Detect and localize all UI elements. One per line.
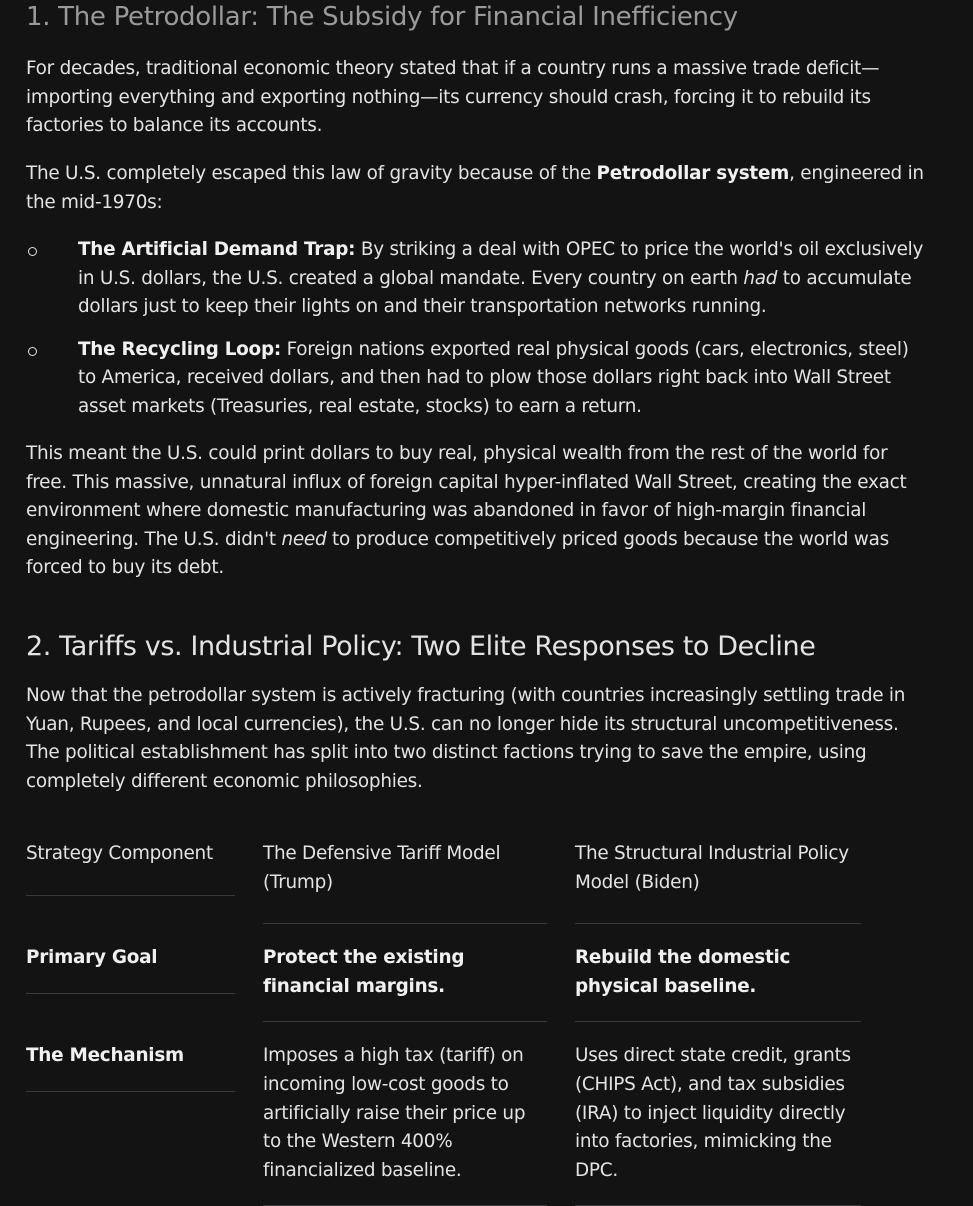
list-item	[26, 336, 926, 422]
comparison-table	[26, 838, 861, 1206]
section-2-heading: 2. Tariffs vs. Industrial Policy: Two Elite Responses to Decline	[26, 631, 816, 662]
section-1-heading: 1. The Petrodollar: The Subsidy for Financial Inefficiency	[26, 2, 738, 32]
table-cell	[575, 924, 861, 1022]
table-row	[26, 1022, 861, 1206]
list-item	[26, 236, 926, 322]
table-header-cell: The Structural Industrial Policy Model (Biden)	[575, 838, 861, 924]
paragraph-text: to produce competitively priced goods because the world was forced to buy its debt.	[26, 528, 889, 579]
bullet-title: The Recycling Loop:	[78, 338, 281, 360]
petrodollar-bullet-list	[26, 236, 926, 436]
table-header-cell: The Defensive Tariff Model (Trump)	[263, 838, 547, 924]
cell-bold-text: Protect the existing financial margins.	[263, 947, 465, 997]
cell-bold-text: Rebuild the domestic physical baseline.	[575, 947, 791, 997]
section-1-paragraph-1: For decades, traditional economic theory stated that if a country runs a massive trade deficit—importing everything and exporting nothing—its currency should crash, forcing it to rebuild its factories to balance its accounts.	[26, 58, 880, 137]
paragraph-text: This meant the U.S. could print dollars to buy real, physical wealth from the rest of the world for free. This massive, unnatural influx of foreign capital hyper-inflated Wall Street, creating the exact environment where domestic manufacturing was abandoned in favor of high-margin financial engineering. The U.S. didn't	[26, 443, 907, 550]
table-cell: Imposes a high tax (tariff) on incoming low-cost goods to artificially raise their price up to the Western 400% financialized baseline.	[263, 1022, 547, 1206]
table-cell-label	[26, 924, 235, 994]
table-header-cell: Strategy Component	[26, 838, 235, 896]
table-cell	[263, 924, 547, 1022]
petrodollar-system-bold: Petrodollar system	[596, 163, 790, 184]
section-1-paragraph-2	[26, 160, 926, 217]
bullet-text: to accumulate dollars just to keep their lights on and their transportation networks running.	[78, 267, 912, 318]
hollow-bullet-icon	[28, 247, 37, 256]
paragraph-italic: need	[281, 528, 327, 550]
paragraph-text: The U.S. completely escaped this law of gravity because of the	[26, 163, 597, 184]
bullet-text: Foreign nations exported real physical goods (cars, electronics, steel) to America, received dollars, and then had to plow those dollars right back into Wall Street asset markets (Treasuries, real estate, stocks) to earn a return.	[78, 338, 909, 417]
bullet-italic: had	[743, 267, 778, 289]
bullet-title: The Artificial Demand Trap:	[78, 239, 356, 260]
table-cell: Uses direct state credit, grants (CHIPS Act), and tax subsidies (IRA) to inject liquidity directly into factories, mimicking the DPC.	[575, 1022, 861, 1206]
table-header-row	[26, 838, 861, 924]
hollow-bullet-icon	[28, 347, 37, 356]
table-cell-label	[26, 1022, 235, 1092]
bullet-text: By striking a deal with OPEC to price the world's oil exclusively in U.S. dollars, the U.S. created a global mandate. Every country on earth	[78, 239, 924, 289]
section-2-paragraph-1: Now that the petrodollar system is actively fracturing (with countries increasingly settling trade in Yuan, Rupees, and local currencies), the U.S. can no longer hide its structural uncompetitiveness. The political establishment has split into two distinct factions trying to save the empire, using completely different economic philosophies.	[26, 685, 906, 792]
row-label: The Mechanism	[26, 1045, 184, 1067]
paragraph-text: , engineered in the mid-1970s:	[26, 163, 924, 213]
table-row	[26, 924, 861, 1022]
section-1-paragraph-3	[26, 440, 926, 583]
row-label: Primary Goal	[26, 947, 158, 969]
